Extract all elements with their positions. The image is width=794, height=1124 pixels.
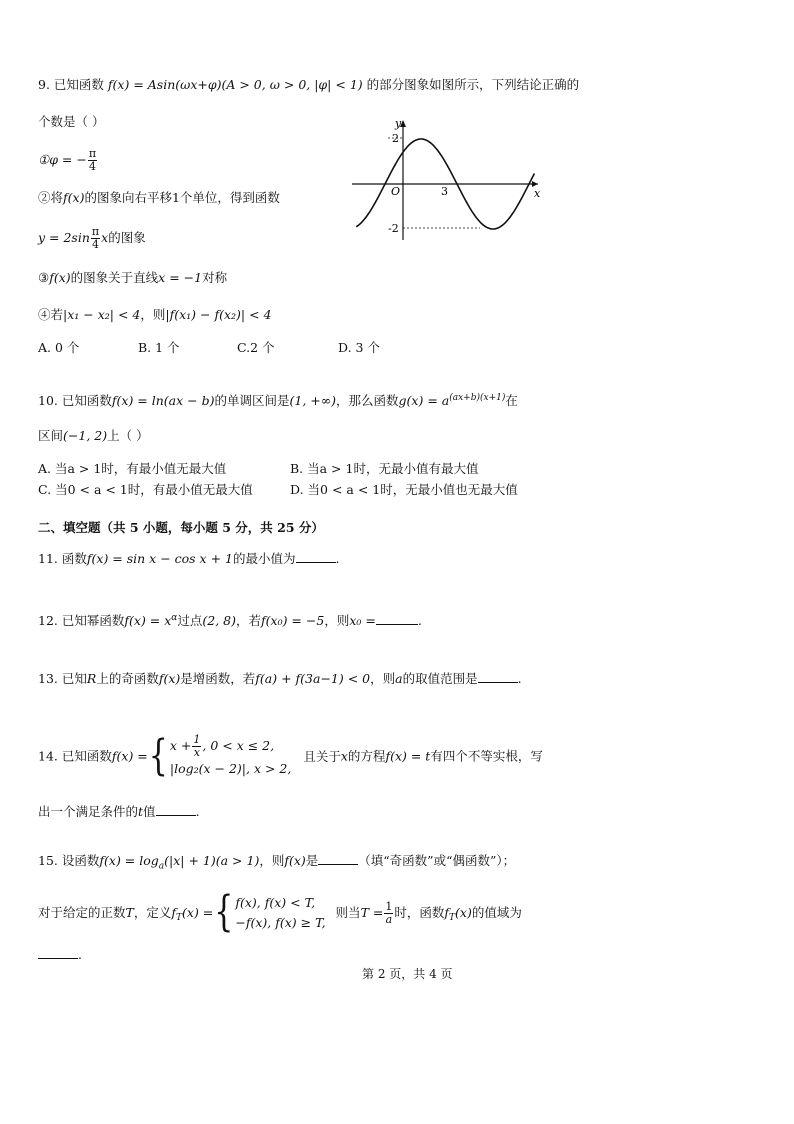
q14-answer-blank[interactable] xyxy=(156,803,196,816)
q14-cases: x + $\frac{1}{x}$ , 0 < x ≤ 2, |log₂(x − 2)|, x > 2, xyxy=(169,733,292,776)
q9-function: f(x) = Asin(ωx+φ)(A > 0, ω > 0, |φ| < 1) xyxy=(107,77,363,92)
q10-option-d: D. 当0 < a < 1时，无最小值也无最大值 xyxy=(290,482,518,497)
q10-line1: 10. 已知函数f(x) = ln(ax − b)的单调区间是(1, +∞)，那么函数$g(x) = a^{(ax+b)(x+1)}$在 xyxy=(38,393,518,409)
q9-stem-d: 个数是（ ） xyxy=(38,114,105,129)
q15-line1: 15. 设函数$f(x) = \log_a(|x| + 1)(a > 1)$，则f(x)是 （填“奇函数”或“偶函数”）； xyxy=(38,853,516,872)
q9-line2 xyxy=(38,114,104,130)
q15-fraction: $\frac{1}{a}$ xyxy=(385,899,393,926)
q9-option-b: B. 1 个 xyxy=(138,340,180,355)
q9-stem-a: 已知函数 xyxy=(53,77,104,92)
q15-brace: { xyxy=(214,887,234,937)
q15-line2: 对于给定的正数T，定义$f_T(x)$ ={ f(x), f(x) < T, −f(x), f(x) ≥ T, 则当T = $\frac{1}{a}$ 时，函数$f_T(x)$的值域为 xyxy=(38,887,522,937)
q9-line1 xyxy=(38,77,579,93)
q13-line: 13. 已知R上的奇函数f(x)是增函数，若f(a) + f(3a−1) < 0，则a的取值范围是 . xyxy=(38,671,522,686)
page-footer: 第 2 页，共 4 页 xyxy=(362,967,453,981)
q9-statement-4: ④若|x₁ − x₂| < 4，则|f(x₁) − f(x₂)| < 4 xyxy=(38,307,272,322)
y-axis-label: y xyxy=(395,118,402,130)
q9-s2-fraction: $\frac{\pi}{4}$ xyxy=(91,225,100,251)
q9-statement-3: ③f(x)的图象关于直线x = −1对称 xyxy=(38,270,228,285)
q13-answer-blank[interactable] xyxy=(478,670,518,683)
q10-line2: 区间(−1, 2)上（ ） xyxy=(38,428,149,443)
q9-option-a: A. 0 个 xyxy=(38,340,80,355)
origin-label: O xyxy=(391,185,401,198)
q9-number: 9. xyxy=(38,77,50,92)
x-tick-label: 3 xyxy=(441,185,448,198)
q14-line1: 14. 已知函数f(x) ={ x + $\frac{1}{x}$ , 0 < x ≤ 2, |log₂(x − 2)|, x > 2, 且关于x的方程f(x) = t有四个不等实根，写 xyxy=(38,731,543,781)
x-axis-label: x xyxy=(534,187,541,200)
q15-cases: f(x), f(x) < T, −f(x), f(x) ≥ T, xyxy=(235,895,326,930)
q10-option-b: B. 当a > 1时，无最小值有最大值 xyxy=(290,461,479,476)
q10-option-a: A. 当a > 1时，有最小值无最大值 xyxy=(38,461,227,476)
q9-statement-2: ②将f(x)的图象向右平移1个单位，得到函数 xyxy=(38,190,280,205)
q15-line3: . xyxy=(38,946,82,963)
q14-line2: 出一个满足条件的t值 . xyxy=(38,804,200,819)
q12-line: 12. 已知幂函数$f(x) = x^\alpha$过点(2, 8)，若f(x₀) = −5，则x₀ = . xyxy=(38,613,422,629)
q11-answer-blank[interactable] xyxy=(296,550,336,563)
q9-stem-c: 的部分图象如图所示，下列结论正确的 xyxy=(366,77,580,92)
q9-option-c: C.2 个 xyxy=(237,340,275,355)
q9-s1-fraction: $\frac{\pi}{4}$ xyxy=(88,147,97,173)
q11-line: 11. 函数f(x) = sin x − cos x + 1的最小值为 . xyxy=(38,551,340,566)
q9-statement-2-cont: y = 2sin $\frac{\pi}{4}$ x的图象 xyxy=(38,225,146,251)
q15-answer-blank-2[interactable] xyxy=(38,946,78,959)
q12-answer-blank[interactable] xyxy=(376,612,418,625)
q10-option-c: C. 当0 < a < 1时，有最小值无最大值 xyxy=(38,482,253,497)
q9-option-d: D. 3 个 xyxy=(338,340,380,355)
section-heading: 二、填空题（共 5 小题，每小题 5 分，共 25 分） xyxy=(38,520,324,535)
q9-statement-1: ①φ = − $\frac{\pi}{4}$ xyxy=(38,147,97,173)
q9-sine-graph xyxy=(348,118,548,243)
y-max-label: 2 xyxy=(392,132,399,145)
y-min-label: -2 xyxy=(388,222,399,235)
q14-brace: { xyxy=(148,731,168,781)
q15-answer-blank-1[interactable] xyxy=(318,852,358,865)
